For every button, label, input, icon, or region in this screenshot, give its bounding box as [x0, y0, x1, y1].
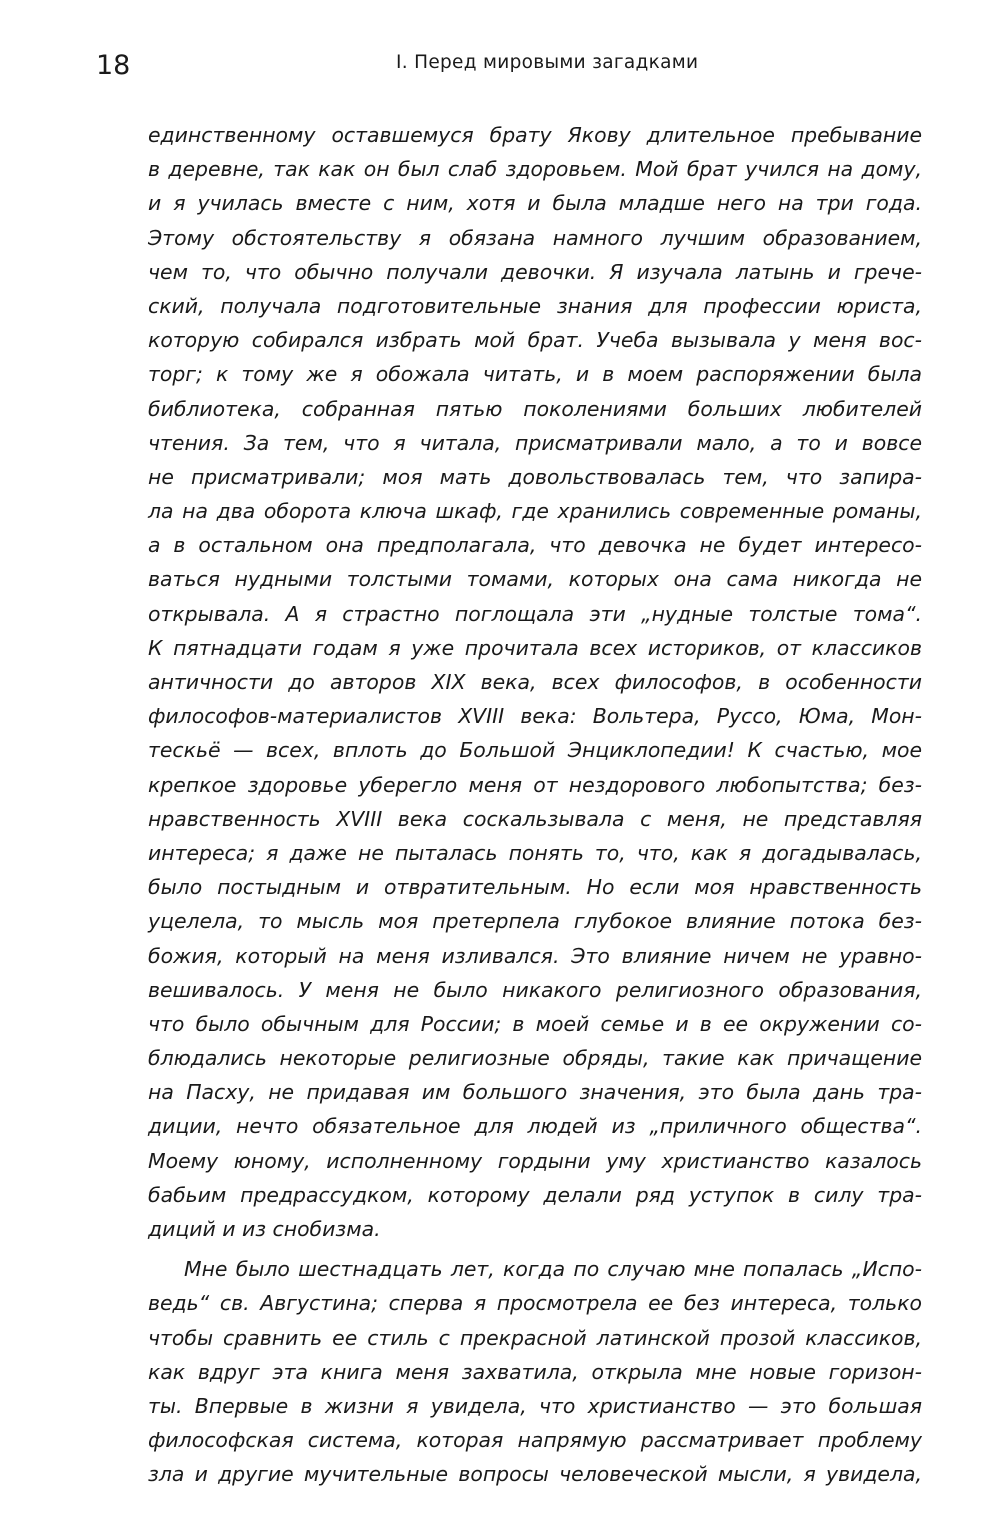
text-line: античности до авторов XIX века, всех философов, в особенности [148, 670, 922, 694]
text-line: зла и другие мучительные вопросы человеческой мысли, я увидела, [148, 1462, 922, 1487]
text-line: открывала. А я страстно поглощала эти „нудные толстые тома“. [148, 601, 922, 626]
text-line: Мне было шестнадцать лет, когда по случаю мне попалась „Испо- [184, 1257, 922, 1282]
text-line: тескьё — всех, вплоть до Большой Энциклопедии! К счастью, мое [148, 738, 922, 763]
text-line: как вдруг эта книга меня захватила, открыла мне новые горизон- [148, 1359, 922, 1384]
text-line: единственному оставшемуся брату Якову длительное пребывание [148, 123, 922, 147]
text-line: нравственность XVIII века соскальзывала с меня, не представляя [148, 806, 922, 831]
text-line: ский, получала подготовительные знания для профессии юриста, [148, 293, 922, 318]
text-line: чтобы сравнить ее стиль с прекрасной латинской прозой классиков, [148, 1325, 922, 1350]
text-line: и я училась вместе с ним, хотя и была младше него на три года. [148, 191, 922, 216]
text-line: а в остальном она предполагала, что девочка не будет интересо- [148, 533, 922, 558]
text-line: было постыдным и отвратительным. Но если моя нравственность [148, 875, 922, 900]
text-line: ведь“ св. Августина; сперва я просмотрела ее без интереса, только [148, 1291, 922, 1316]
text-line: философская система, которая напрямую рассматривает проблему [148, 1428, 922, 1453]
page-number: 18 [96, 50, 131, 81]
text-line: в деревне, так как он был слаб здоровьем. Мой брат учился на дому, [148, 157, 922, 182]
text-line: чтения. За тем, что я читала, присматривали мало, а то и вовсе [148, 430, 922, 455]
text-line: на Пасху, не придавая им большого значения, это была дань тра- [148, 1080, 922, 1105]
paragraph [148, 1252, 922, 1491]
text-line: блюдались некоторые религиозные обряды, такие как причащение [148, 1046, 922, 1071]
body-text [148, 118, 922, 1492]
text-line: вешивалось. У меня не было никакого религиозного образования, [148, 977, 922, 1002]
text-line: торг; к тому же я обожала читать, и в моем распоряжении была [148, 362, 922, 387]
text-line: крепкое здоровье уберегло меня от нездорового любопытства; без- [148, 772, 922, 797]
text-line: Моему юному, исполненному гордыни уму христианство казалось [148, 1148, 922, 1173]
text-line: ла на два оборота ключа шкаф, где хранились современные романы, [148, 499, 922, 524]
text-line: философов-материалистов XVIII века: Вольтера, Руссо, Юма, Мон- [148, 704, 922, 729]
text-line: не присматривали; моя мать довольствовалась тем, что запира- [148, 464, 922, 489]
text-line: чем то, что обычно получали девочки. Я изучала латынь и грече- [148, 259, 922, 284]
text-line: которую собирался избрать мой брат. Учеба вызывала у меня вос- [148, 328, 922, 353]
text-line: бабьим предрассудком, которому делали ряд уступок в силу тра- [148, 1182, 922, 1207]
text-line: ты. Впервые в жизни я увидела, что христианство — это большая [148, 1393, 922, 1418]
text-line: библиотека, собранная пятью поколениями больших любителей [148, 396, 922, 421]
text-line: уцелела, то мысль моя претерпела глубокое влияние потока без- [148, 909, 922, 934]
text-line: К пятнадцати годам я уже прочитала всех историков, от классиков [148, 635, 922, 660]
text-line: диции, нечто обязательное для людей из „приличного общества“. [148, 1114, 922, 1139]
text-line: интереса; я даже не пыталась понять то, что, как я догадывалась, [148, 840, 922, 865]
text-line: ваться нудными толстыми томами, которых она сама никогда не [148, 567, 922, 592]
text-line: что было обычным для России; в моей семье и в ее окружении со- [148, 1011, 922, 1036]
running-title: I. Перед мировыми загадками [396, 52, 699, 73]
text-line: Этому обстоятельству я обязана намного лучшим образованием, [148, 225, 922, 250]
text-line: божия, который на меня изливался. Это влияние ничем не уравно- [148, 943, 922, 968]
text-line: диций и из снобизма. [148, 1217, 381, 1241]
page-header [0, 40, 1000, 90]
paragraph [148, 118, 922, 1246]
